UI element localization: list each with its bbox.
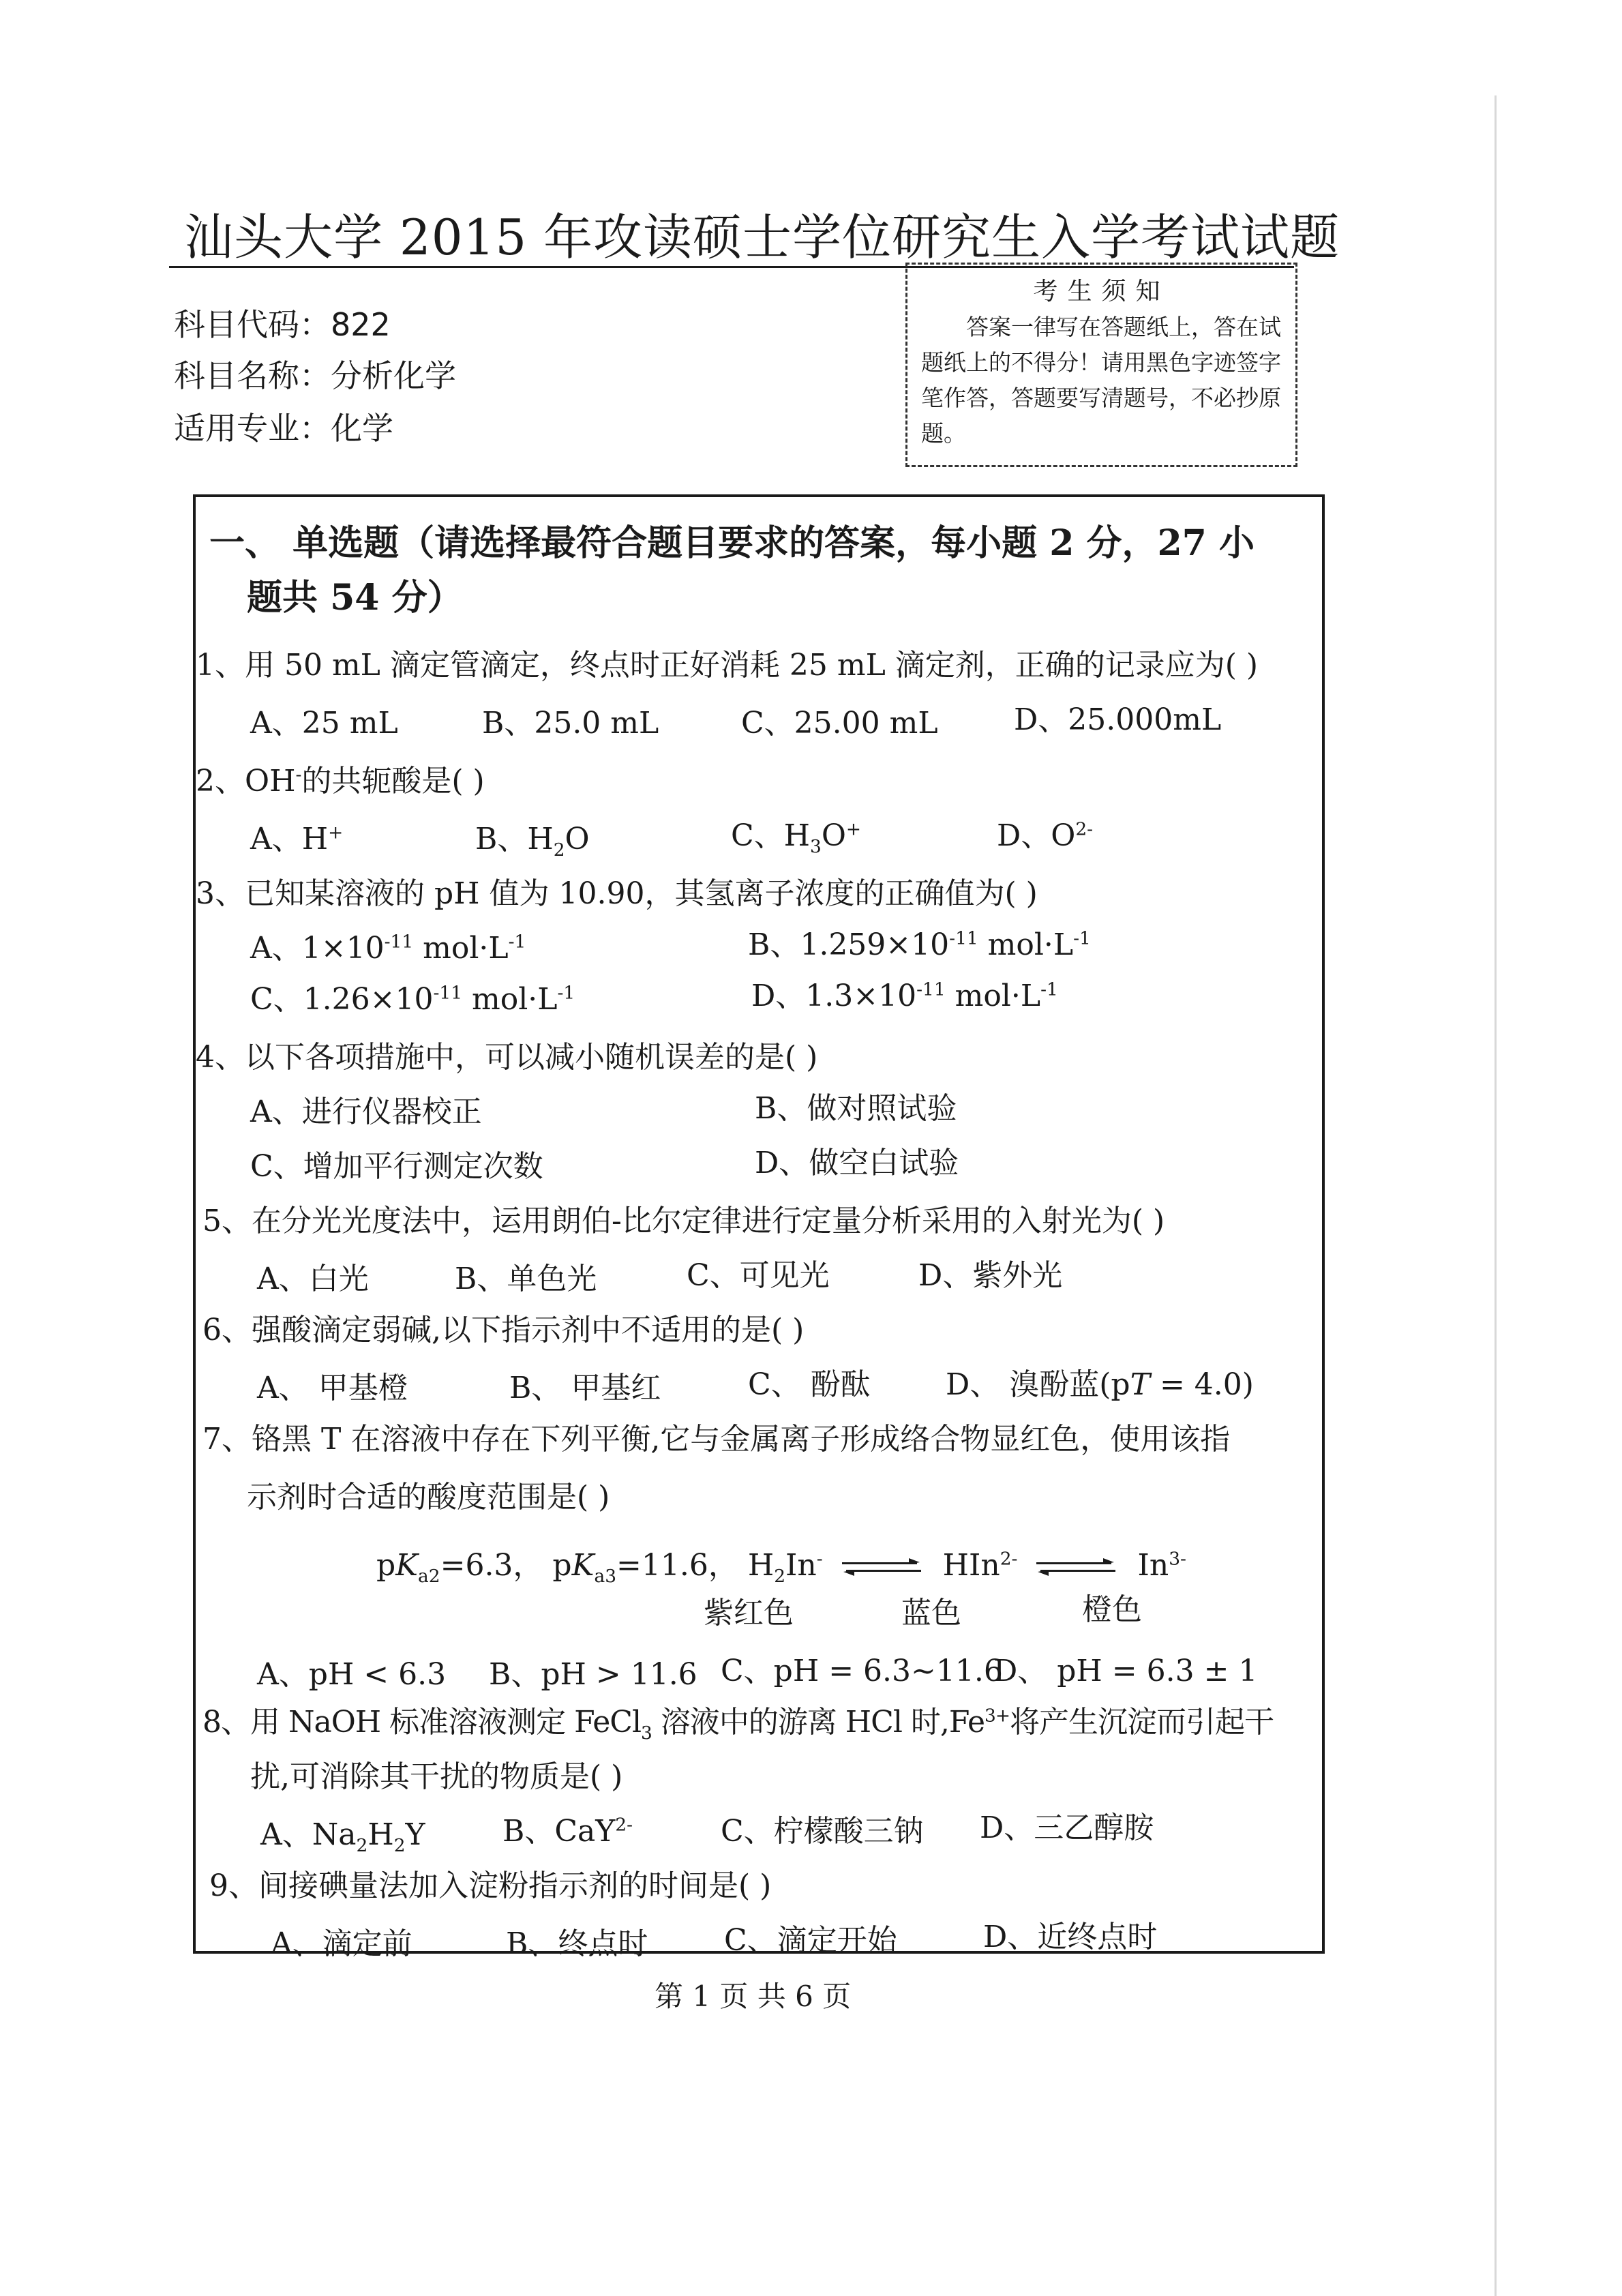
- q7-color-1: 紫红色: [704, 1596, 794, 1630]
- candidate-notice-box: [905, 263, 1297, 467]
- q7-option-d: D、 pH = 6.3 ± 1: [993, 1654, 1258, 1688]
- q3-option-b: B、$1.259\times 10^{-11}$ $mol\cdot L^{-1}$: [748, 927, 1091, 962]
- exam-title: 汕头大学 2015 年攻读硕士学位研究生入学考试试题: [184, 209, 1340, 266]
- q6-option-d: D、 溴酚蓝(pT = 4.0): [946, 1367, 1254, 1402]
- question-box: [193, 494, 1325, 1961]
- q2-option-d: D、$O^{2-}$: [997, 818, 1094, 853]
- q2-option-c: C、$H_3O^+$: [731, 818, 862, 857]
- applicable-major: 适用专业：化学: [174, 410, 393, 447]
- q4-option-b: B、做对照试验: [755, 1091, 957, 1126]
- subject-code: 科目代码：822: [174, 306, 391, 343]
- subject-name: 科目名称：分析化学: [174, 357, 456, 394]
- q1-option-c: C、25.00 mL: [741, 706, 938, 741]
- notice-title: 考生须知: [1033, 278, 1170, 305]
- q4-option-a: A、进行仪器校正: [250, 1094, 482, 1129]
- q7-option-a: A、pH < 6.3: [257, 1657, 447, 1692]
- scan-edge: [1495, 95, 1497, 2296]
- question-6-stem: 6、强酸滴定弱碱,以下指示剂中不适用的是( ): [202, 1313, 805, 1347]
- question-7-stem-cont: 示剂时合适的酸度范围是( ): [247, 1480, 610, 1515]
- question-7-stem: 7、铬黑 T 在溶液中存在下列平衡,它与金属离子形成络合物显红色，使用该指: [202, 1422, 1231, 1457]
- q9-option-c: C、滴定开始: [724, 1923, 897, 1958]
- q3-option-d: D、$1.3\times 10^{-11}$ $mol\cdot L^{-1}$: [751, 979, 1058, 1013]
- q5-option-d: D、紫外光: [918, 1258, 1063, 1293]
- q8-option-a: A、$Na_2H_2Y$: [260, 1817, 425, 1856]
- q3-option-a: A、$1\times 10^{-11}$ $mol\cdot L^{-1}$: [250, 931, 526, 966]
- q9-option-b: B、终点时: [506, 1926, 648, 1961]
- q8-option-b: B、CaY$^{2-}$: [502, 1814, 633, 1849]
- q8-option-c: C、柠檬酸三钠: [721, 1814, 924, 1849]
- question-8-stem-cont: 扰,可消除其干扰的物质是( ): [250, 1759, 623, 1794]
- q7-equilibrium: $pK_{a2}=6.3$， $pK_{a3}=11.6$， $H_2In^-$ HIn$^{2-}$ $In^{3-}$: [376, 1548, 1186, 1587]
- notice-body: 答案一律写在答题纸上，答在试题纸上的不得分！请用黑色字迹签字笔作答，答题要写清题号，不必抄原题。: [921, 314, 1281, 447]
- question-4-stem: 4、以下各项措施中，可以减小随机误差的是( ): [196, 1040, 818, 1075]
- question-1-stem: 1、用 50 mL 滴定管滴定，终点时正好消耗 25 mL 滴定剂，正确的记录应为( ): [196, 648, 1259, 683]
- question-9-stem: 9、间接碘量法加入淀粉指示剂的时间是( ): [209, 1868, 772, 1903]
- question-8-stem: 8、用 NaOH 标准溶液测定 FeCl$_3$ 溶液中的游离 HCl 时$,Fe^{3+}$将产生沉淀而引起干: [202, 1705, 1274, 1744]
- q3-option-c: C、$1.26\times 10^{-11}$ $mol\cdot L^{-1}$: [250, 982, 575, 1017]
- q1-option-d: D、25.000mL: [1014, 702, 1222, 737]
- q6-option-b: B、 甲基红: [509, 1371, 661, 1405]
- q1-option-b: B、25.0 mL: [482, 706, 659, 741]
- q1-option-a: A、25 mL: [250, 706, 398, 741]
- q9-option-a: A、滴定前: [271, 1926, 412, 1961]
- equilibrium-arrow-icon: [842, 1560, 924, 1575]
- q9-option-d: D、近终点时: [983, 1920, 1158, 1954]
- q7-color-3: 橙色: [1082, 1592, 1142, 1627]
- q7-option-b: B、pH > 11.6: [489, 1657, 697, 1692]
- question-5-stem: 5、在分光光度法中，运用朗伯-比尔定律进行定量分析采用的入射光为( ): [202, 1204, 1165, 1238]
- q4-option-c: C、增加平行测定次数: [250, 1149, 543, 1184]
- section-heading: 一、 单选题（请选择最符合题目要求的答案，每小题 2 分，27 小: [209, 522, 1255, 564]
- q6-option-c: C、 酚酞: [748, 1367, 871, 1402]
- q5-option-c: C、可见光: [687, 1258, 830, 1293]
- q2-option-b: B、$H_2O$: [475, 822, 590, 861]
- q2-option-a: A、H+: [250, 822, 344, 856]
- question-2-stem: 2、OH-的共轭酸是( ): [196, 764, 485, 799]
- q5-option-b: B、单色光: [455, 1262, 597, 1296]
- page-number: 第 1 页 共 6 页: [655, 1980, 852, 2013]
- q7-color-2: 蓝色: [901, 1596, 961, 1630]
- question-3-stem: 3、已知某溶液的 pH 值为 10.90，其氢离子浓度的正确值为( ): [196, 876, 1038, 911]
- q8-option-d: D、三乙醇胺: [980, 1810, 1154, 1845]
- q5-option-a: A、白光: [257, 1262, 369, 1296]
- q4-option-d: D、做空白试验: [755, 1146, 959, 1180]
- q7-option-c: C、pH = 6.3~11.6: [721, 1654, 1003, 1688]
- section-heading-cont: 题共 54 分）: [247, 577, 463, 618]
- equilibrium-arrow-icon: [1036, 1560, 1118, 1575]
- q6-option-a: A、 甲基橙: [257, 1371, 408, 1405]
